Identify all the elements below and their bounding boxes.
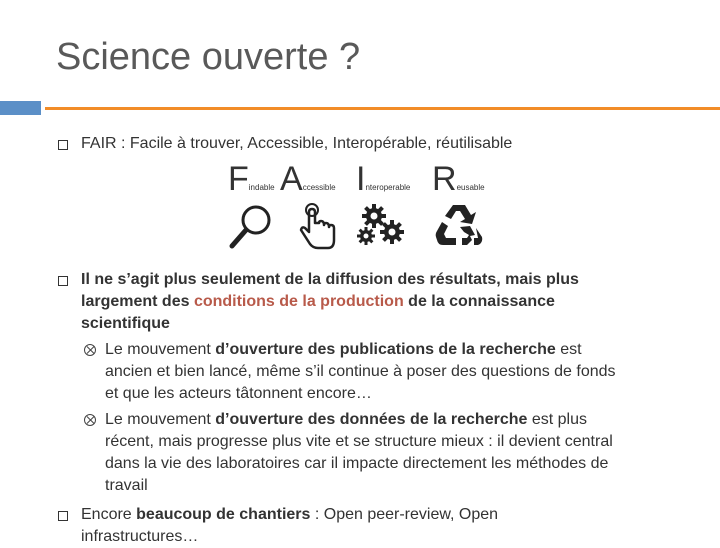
- recycle-icon: [434, 202, 484, 248]
- accent-bar-orange: [45, 107, 720, 110]
- sub-bullet-2-bold: d’ouverture des données de la recherche: [215, 411, 528, 428]
- sub-bullet-2-line-3: dans la vie des laboratoires car il impacte directement les méthodes de: [105, 455, 609, 472]
- slide-title: Science ouverte ?: [56, 36, 361, 78]
- magnifier-icon: [228, 202, 276, 250]
- sub-bullet-1-post: est: [555, 341, 582, 358]
- fair-letter-r: R: [432, 160, 457, 198]
- fair-word-reusable: eusable: [456, 183, 485, 192]
- accent-bar-blue: [0, 101, 41, 115]
- fair-letter-i: I: [356, 160, 366, 198]
- third-bullet-pre: Encore: [81, 506, 137, 523]
- second-bullet-line-2: [81, 291, 555, 313]
- sub-bullet-1-bold: d’ouverture des publications de la recherche: [215, 341, 556, 358]
- second-bullet-line-3: scientifique: [81, 315, 170, 332]
- hand-pointer-icon: [296, 202, 344, 252]
- sub-bullet-2-post: est plus: [527, 411, 587, 428]
- fair-word-accessible: ccessible: [302, 183, 336, 192]
- fair-word-interoperable: nteroperable: [365, 183, 411, 192]
- second-bullet-pre: largement des: [81, 293, 194, 310]
- sub-bullet-icon: [84, 344, 96, 356]
- third-bullet-line-1: [81, 504, 498, 526]
- sub-bullet-1-line-3: et que les acteurs tâtonnent encore…: [105, 385, 372, 402]
- sub-bullet-2-line-2: récent, mais progresse plus vite et se structure mieux : il devient central: [105, 433, 613, 450]
- fair-letter-f: F: [228, 160, 249, 198]
- bullet-square-icon: [58, 140, 68, 150]
- sub-bullet-2-line-4: travail: [105, 477, 148, 494]
- gears-icon: [356, 202, 408, 246]
- sub-bullet-icon: [84, 414, 96, 426]
- sub-bullet-1-line-2: ancien et bien lancé, même s’il continue à poser des questions de fonds: [105, 363, 616, 380]
- fair-letter-a: A: [280, 160, 303, 198]
- third-bullet-bold: beaucoup de chantiers: [136, 506, 311, 523]
- bullet-square-icon: [58, 511, 68, 521]
- second-bullet-highlight: conditions de la production: [193, 293, 404, 310]
- sub-bullet-2-line-1: [105, 409, 587, 431]
- sub-bullet-1-pre: Le mouvement: [105, 341, 216, 358]
- sub-bullet-1-line-1: [105, 339, 582, 361]
- sub-bullet-2-pre: Le mouvement: [105, 411, 216, 428]
- third-bullet-post: : Open peer-review, Open: [310, 506, 499, 523]
- bullet-square-icon: [58, 276, 68, 286]
- third-bullet-line-2: infrastructures…: [81, 528, 199, 545]
- fair-word-findable: indable: [248, 183, 275, 192]
- second-bullet-line-1: Il ne s’agit plus seulement de la diffusion des résultats, mais plus: [81, 271, 579, 288]
- fair-bullet-text: FAIR : Facile à trouver, Accessible, Interopérable, réutilisable: [81, 135, 513, 152]
- second-bullet-post: de la connaissance: [403, 293, 555, 310]
- fair-logo: [228, 162, 508, 254]
